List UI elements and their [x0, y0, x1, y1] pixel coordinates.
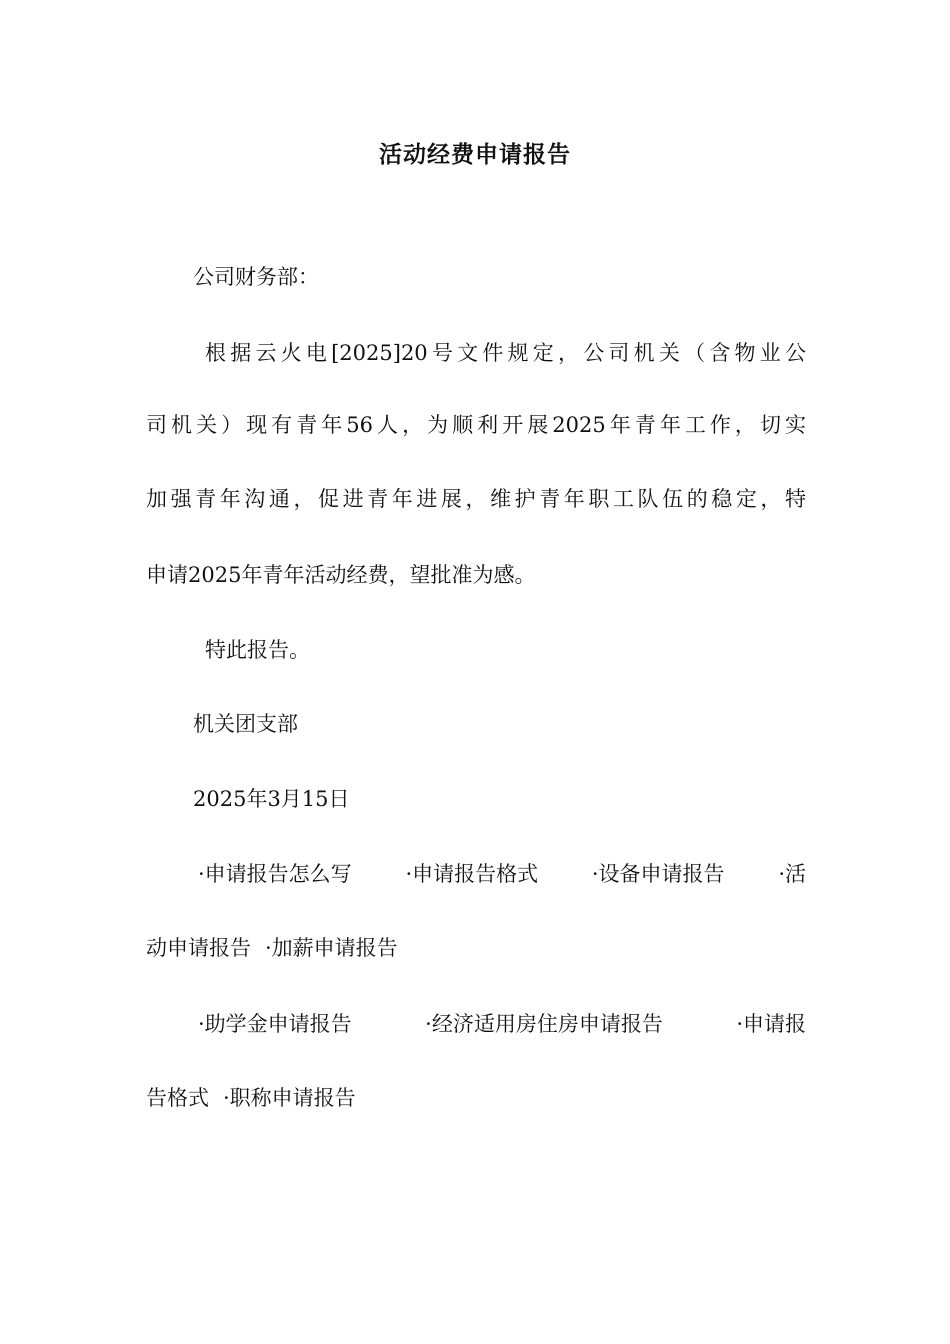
related-link[interactable]: ·助学金申请报告: [198, 1012, 352, 1036]
document-title: 活动经费申请报告: [379, 141, 571, 168]
related-links-row-4: [146, 1083, 806, 1113]
related-links-row-2: [146, 933, 806, 963]
body-line-2: 司机关）现有青年56人，为顺利开展2025年青年工作，切实: [146, 413, 806, 437]
related-link[interactable]: ·活: [778, 862, 806, 886]
related-link[interactable]: ·设备申请报告: [591, 862, 725, 886]
related-links-row-1: [198, 859, 806, 889]
closing-text: 特此报告。: [205, 638, 310, 662]
related-link[interactable]: ·申请报: [736, 1012, 806, 1036]
salutation: 公司财务部：: [193, 265, 319, 289]
related-link[interactable]: ·申请报告格式: [405, 862, 539, 886]
related-link[interactable]: ·经济适用房住房申请报告: [425, 1012, 663, 1036]
signature: 机关团支部: [193, 712, 298, 736]
related-link[interactable]: 告格式: [146, 1086, 209, 1110]
related-link[interactable]: 动申请报告: [146, 936, 251, 960]
related-link[interactable]: ·加薪申请报告: [265, 936, 398, 960]
related-link[interactable]: ·职称申请报告: [223, 1086, 356, 1110]
date: 2025年3月15日: [193, 787, 350, 811]
body-line-4: 申请2025年青年活动经费，望批准为感。: [146, 563, 536, 587]
body-line-1: 根据云火电[2025]20号文件规定，公司机关（含物业公: [205, 341, 806, 365]
related-link[interactable]: ·申请报告怎么写: [198, 862, 352, 886]
body-line-3: 加强青年沟通，促进青年进展，维护青年职工队伍的稳定，特: [146, 487, 806, 511]
related-links-row-3: [198, 1009, 806, 1039]
